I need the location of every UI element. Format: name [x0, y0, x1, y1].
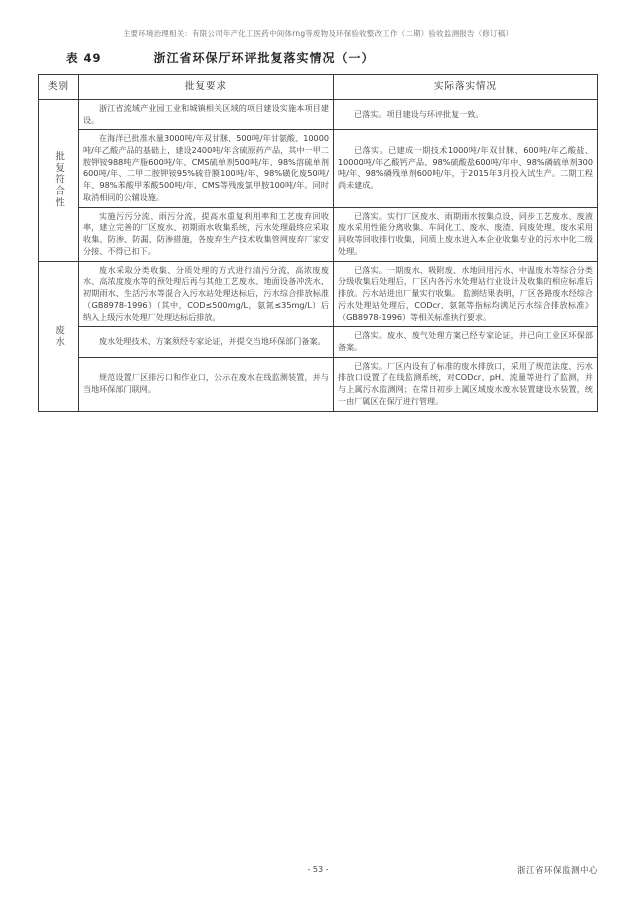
table-caption [38, 49, 598, 66]
column-header-requirement: 批复要求 [79, 75, 334, 100]
table-row [39, 357, 598, 411]
requirement-cell: 实施污污分流、雨污分流，提高水重复利用率和工艺废弃回收率，建立完善的厂区废水、初期雨水收集系统，污水处理最终应采取收集、防渗、防漏、防渗措施，各废弃生产技术收集管网废弃厂家安分接、不得已扣下。 [79, 207, 334, 261]
implementation-cell: 已落实。已建成一期技术1000吨/年双甘脒、600吨/年乙酸盐、10000吨/年乙酸钙产品、98%硫酸盐600吨/年中、98%磷硫单剂300吨/年、98%磷残单剂600吨/年，于2015年3月投入试生产。二期工程尚未建成。 [334, 130, 598, 207]
category-label: 废水 [53, 324, 65, 348]
row-category-compliance [39, 99, 79, 261]
column-header-implementation: 实际落实情况 [334, 75, 598, 100]
table-number: 表 49 [66, 51, 102, 65]
page-footer [38, 857, 598, 876]
requirement-cell: 浙江省流域产业园工业和城镇相关区域的项目建设实施本项目建设。 [79, 99, 334, 129]
category-label: 批复符合性 [53, 151, 65, 209]
implementation-cell: 已落实。一期废水、吸附废、水地回用污水、中温废水等综合分类分级收集后处理后，厂区内各污水处理站行业设计及收集的相应标准后排放。污水站进出厂量实行收集。 监测结果表明，厂区各路废水经综合污水处理站处理后，CODcr、氨氮等指标均满足污水综合排放标准》（GB8978-1996）等相关标准执行要求。 [334, 261, 598, 327]
implementation-cell: 已落实。废水、废气处理方案已经专家论证，并已向工业区环保部备案。 [334, 327, 598, 357]
table-title: 浙江省环保厅环评批复落实情况（一） [153, 51, 375, 65]
row-category-wastewater [39, 261, 79, 411]
page-content [38, 28, 598, 880]
organization-stamp: 浙江省环保监测中心 [516, 866, 598, 876]
running-header: 主要环境治理相关：有限公司年产化工医药中间体rng等废物及环保验收整改工作（二期）验收监测报告（修订稿） [122, 29, 514, 38]
implementation-cell: 已落实。实行厂区废水、雨期雨水按集点设、同步工艺废水、废液废水采用性能分离收集、车间化工、废水、废渣、同废处理、废水采用同收等回收排行收集，同质上废水进入本企业收集专业的污水中化二级处理。 [334, 207, 598, 261]
data-table [38, 74, 598, 412]
requirement-cell: 废水处理技术、方案须经专家论证，并提交当地环保部门备案。 [79, 327, 334, 357]
page-number: - 53 - [307, 865, 329, 874]
table-row [39, 130, 598, 207]
requirement-cell: 规范设置厂区排污口和作业口，公示在废水在线监测装置，并与当地环保部门联网。 [79, 357, 334, 411]
requirement-cell: 废水采取分类收集、分质处理的方式进行清污分流，高浓废废水、高浓度废水等的预处理后再与其他工艺废水、地面设备冲洗水、初期雨水、生活污水等混合入污水站处理达标后，污水综合排放标准（GB8978-1996）（其中，COD≤500mg/L，氨氮≤35mg/L）后纳入上级污水处理厂处理达标后排放。 [79, 261, 334, 327]
column-header-category: 类别 [39, 75, 79, 100]
table-row [39, 327, 598, 357]
table-row [39, 261, 598, 327]
requirement-cell: 在海洋已批准水量3000吨/年双甘脒、500吨/年甘氨酸、10000吨/年乙酸产品的基础上，建设2400吨/年含硫原药产品，其中一甲二胺钾铵988吨产脂600吨/年、CMS硫单剂500吨/年、98%溶硫单剂600吨/年、二甲二胺钾铵95%硫苷膜100吨/年、98%磺化废50吨/年、98%苯酸甲苯酸500吨/年、CMS等残废氯甲胺100吨/年。同时取消相同的公辅设施。 [79, 130, 334, 207]
implementation-cell: 已落实。项目建设与环评批复一致。 [334, 99, 598, 129]
table-row [39, 99, 598, 129]
table-row [39, 207, 598, 261]
implementation-cell: 已落实。厂区内设有了标准的废水排放口，采用了规范法度、污水排放口设置了在线监测系统，对CODcr、pH、流量等进行了监测，并与上属污水监测网；在常日初步上属区域废水废水装置建设水装置，统一由厂属区在保厅进行管理。 [334, 357, 598, 411]
table-header-row [39, 75, 598, 100]
